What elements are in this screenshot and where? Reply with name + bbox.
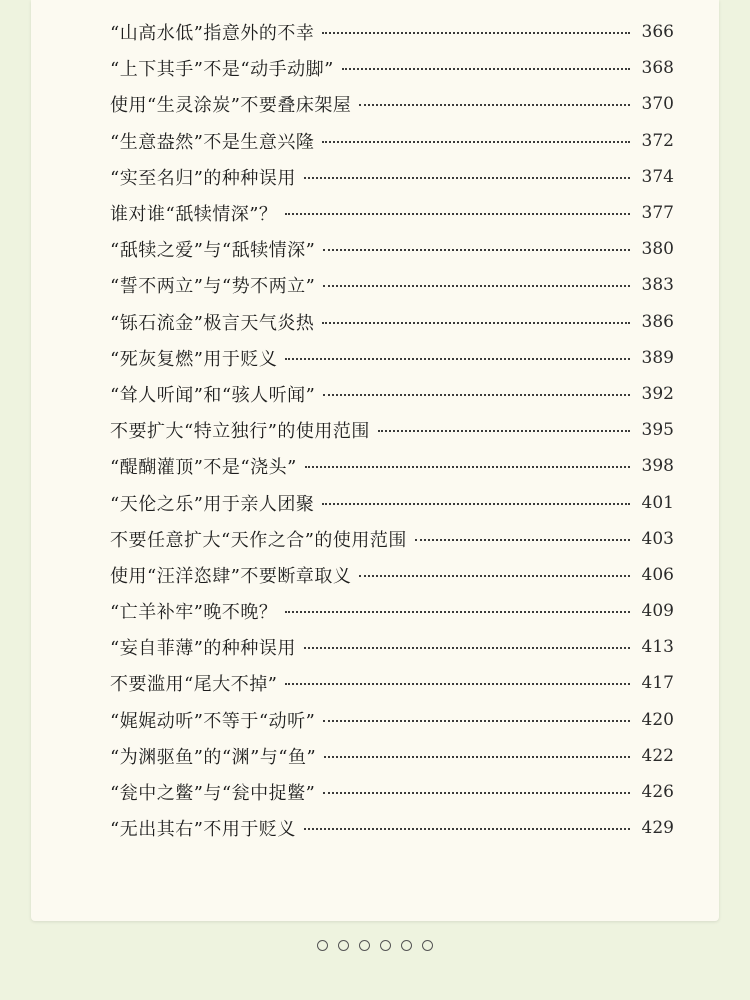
dot-leader: [359, 104, 630, 106]
toc-entry-page-number: 413: [641, 637, 674, 658]
toc-entry-title: 不要任意扩大“天作之合”的使用范围: [110, 529, 407, 551]
toc-entry-title: “上下其手”不是“动手动脚”: [110, 59, 334, 81]
toc-entry-page-number: 372: [641, 130, 674, 151]
pagination-dot[interactable]: [317, 940, 328, 951]
toc-entry-page-number: 383: [641, 275, 674, 296]
toc-entry[interactable]: [110, 86, 674, 122]
toc-entry-title: “铄石流金”极言天气炎热: [110, 312, 315, 334]
toc-entry[interactable]: [110, 304, 674, 340]
toc-entry[interactable]: [110, 412, 674, 448]
toc-entry-page-number: 389: [641, 347, 674, 368]
toc-entry-page-number: 401: [641, 492, 674, 513]
dot-leader: [322, 32, 630, 34]
toc-entry-title: 使用“汪洋恣肆”不要断章取义: [110, 565, 352, 587]
toc-entry[interactable]: [110, 702, 674, 738]
toc-entry-page-number: 370: [641, 94, 674, 115]
toc-entry-title: “妄自菲薄”的种种误用: [110, 638, 296, 660]
toc-entry-page-number: 420: [641, 709, 674, 730]
toc-entry-title: 谁对谁“舐犊情深”？: [110, 204, 278, 226]
toc-entry-title: “生意盎然”不是生意兴隆: [110, 131, 315, 153]
dot-leader: [359, 575, 630, 577]
toc-entry-page-number: 368: [641, 58, 674, 79]
toc-entry[interactable]: [110, 14, 674, 50]
toc-entry[interactable]: [110, 557, 674, 593]
dot-leader: [324, 756, 630, 758]
toc-entry-page-number: 409: [641, 601, 674, 622]
toc-entry-page-number: 380: [641, 239, 674, 260]
toc-entry-page-number: 417: [641, 673, 674, 694]
toc-entry-title: “天伦之乐”用于亲人团聚: [110, 493, 315, 515]
toc-entry-page-number: 366: [641, 22, 674, 43]
toc-entry-page-number: 403: [641, 528, 674, 549]
toc-entry-title: “死灰复燃”用于贬义: [110, 348, 278, 370]
toc-entry-page-number: 377: [641, 203, 674, 224]
toc-entry[interactable]: [110, 376, 674, 412]
dot-leader: [415, 539, 630, 541]
toc-entry-title: 使用“生灵涂炭”不要叠床架屋: [110, 95, 352, 117]
dot-leader: [285, 611, 630, 613]
toc-entry[interactable]: [110, 629, 674, 665]
toc-entry[interactable]: [110, 267, 674, 303]
dot-leader: [323, 285, 630, 287]
toc-entry-title: “瓮中之鳖”与“瓮中捉鳖”: [110, 783, 316, 805]
toc-entry-title: “醍醐灌顶”不是“浇头”: [110, 457, 297, 479]
dot-leader: [322, 322, 630, 324]
toc-entry-title: “舐犊之爱”与“舐犊情深”: [110, 240, 316, 262]
toc-entry-page-number: 374: [641, 166, 674, 187]
toc-entry[interactable]: [110, 159, 674, 195]
toc-entry-page-number: 398: [641, 456, 674, 477]
dot-leader: [378, 430, 630, 432]
dot-leader: [322, 503, 630, 505]
dot-leader: [285, 683, 630, 685]
toc-entry-title: “实至名归”的种种误用: [110, 167, 296, 189]
table-of-contents: [110, 14, 674, 846]
toc-entry-page-number: 429: [641, 818, 674, 839]
toc-entry-page-number: 406: [641, 564, 674, 585]
toc-entry-title: “誓不两立”与“势不两立”: [110, 276, 316, 298]
pagination-dot[interactable]: [422, 940, 433, 951]
toc-entry[interactable]: [110, 50, 674, 86]
dot-leader: [305, 466, 630, 468]
toc-entry[interactable]: [110, 231, 674, 267]
dot-leader: [342, 68, 630, 70]
toc-entry[interactable]: [110, 521, 674, 557]
toc-entry-page-number: 386: [641, 311, 674, 332]
toc-entry-title: “耸人听闻”和“骇人听闻”: [110, 384, 316, 406]
toc-entry-title: 不要扩大“特立独行”的使用范围: [110, 421, 370, 443]
pagination-dot[interactable]: [401, 940, 412, 951]
dot-leader: [323, 720, 630, 722]
toc-entry[interactable]: [110, 738, 674, 774]
dot-leader: [285, 358, 630, 360]
dot-leader: [323, 249, 630, 251]
dot-leader: [323, 394, 630, 396]
dot-leader: [304, 647, 630, 649]
toc-entry-title: “无出其右”不用于贬义: [110, 819, 296, 841]
dot-leader: [304, 828, 630, 830]
toc-entry-title: “为渊驱鱼”的“渊”与“鱼”: [110, 746, 317, 768]
toc-entry[interactable]: [110, 484, 674, 520]
toc-entry-page-number: 422: [641, 745, 674, 766]
toc-entry-title: “娓娓动听”不等于“动听”: [110, 710, 316, 732]
toc-entry[interactable]: [110, 665, 674, 701]
toc-entry-page-number: 395: [641, 420, 674, 441]
toc-entry[interactable]: [110, 340, 674, 376]
toc-entry-page-number: 426: [641, 782, 674, 803]
pagination-dot[interactable]: [359, 940, 370, 951]
toc-entry[interactable]: [110, 810, 674, 846]
dot-leader: [304, 177, 630, 179]
dot-leader: [285, 213, 630, 215]
toc-entry-title: 不要滥用“尾大不掉”: [110, 674, 278, 696]
toc-entry[interactable]: [110, 195, 674, 231]
pagination-dot[interactable]: [380, 940, 391, 951]
toc-entry-page-number: 392: [641, 383, 674, 404]
toc-entry[interactable]: [110, 593, 674, 629]
dot-leader: [322, 141, 630, 143]
dot-leader: [323, 792, 630, 794]
toc-entry[interactable]: [110, 774, 674, 810]
document-page: [31, 0, 719, 921]
toc-entry[interactable]: [110, 448, 674, 484]
toc-entry[interactable]: [110, 123, 674, 159]
pagination-dot[interactable]: [338, 940, 349, 951]
toc-entry-title: “山高水低”指意外的不幸: [110, 23, 315, 45]
pagination-dots: [0, 940, 750, 951]
toc-entry-title: “亡羊补牢”晚不晚？: [110, 602, 278, 624]
